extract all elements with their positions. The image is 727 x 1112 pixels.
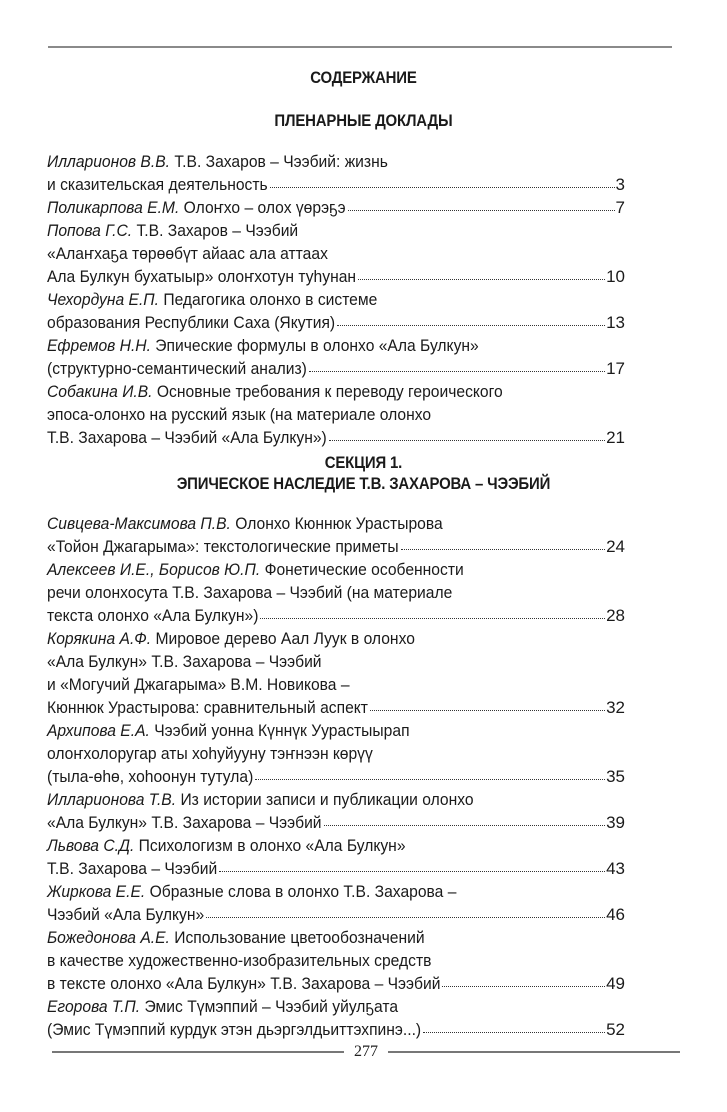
- toc-entry-text: [47, 811, 322, 834]
- toc-entry-line: [47, 426, 625, 449]
- dot-leader: [270, 187, 615, 188]
- dot-leader: [329, 440, 605, 441]
- toc-entry-line: [47, 972, 625, 995]
- toc-entry-line: [47, 1018, 625, 1041]
- toc-entry-text: [47, 380, 503, 403]
- toc-entry-page-number: 21: [606, 428, 625, 447]
- toc-entry-text: [47, 719, 410, 742]
- toc-entry-author: Корякина А.Ф.: [47, 629, 152, 648]
- toc-entry-text: [47, 558, 464, 581]
- toc-entry-text: [47, 311, 335, 334]
- toc-entry-text: [47, 150, 388, 173]
- toc-entry-title: Т.В. Захаров – Чээбий: жизнь: [174, 152, 388, 171]
- toc-entry[interactable]: [47, 334, 625, 380]
- dot-leader: [423, 1032, 605, 1033]
- dot-leader: [309, 371, 605, 372]
- toc-entry-author: Божедонова А.Е.: [47, 928, 170, 947]
- toc-entry[interactable]: [47, 512, 625, 558]
- toc-entry-line: [47, 880, 625, 903]
- toc-entry-title: «Ала Булкун» Т.В. Захарова – Чээбий: [47, 813, 322, 832]
- toc-entry-title: Мировое дерево Аал Луук в олонхо: [155, 629, 415, 648]
- toc-entry-text: [47, 903, 204, 926]
- toc-entry-title: Использование цветообозначений: [174, 928, 425, 947]
- toc-entry-author: Чехордуна Е.П.: [47, 290, 159, 309]
- toc-entry-line: [47, 926, 625, 949]
- toc-entry-title: Кюннюк Урастырова: сравнительный аспект: [47, 698, 368, 717]
- toc-entry-author: Сивцева-Максимова П.В.: [47, 514, 231, 533]
- dot-leader: [358, 279, 605, 280]
- toc-entry-line: [47, 903, 625, 926]
- dot-leader: [260, 618, 605, 619]
- toc-entry-title: речи олонхосута Т.В. Захарова – Чээбий (на материале: [47, 583, 453, 602]
- toc-entry-line: [47, 581, 625, 604]
- toc-entry-text: [47, 288, 377, 311]
- toc-entry-title: Психологизм в олонхо «Ала Булкун»: [138, 836, 406, 855]
- toc-entry-title: (структурно-семантический анализ): [47, 359, 307, 378]
- toc-entry-line: [47, 173, 625, 196]
- page-footer: [52, 1042, 680, 1062]
- toc-entry-line: [47, 673, 625, 696]
- toc-entry-text: [47, 696, 368, 719]
- toc-entry-line: [47, 788, 625, 811]
- toc-entry-text: [47, 581, 452, 604]
- toc-entry-text: [47, 788, 474, 811]
- toc-entry[interactable]: [47, 288, 625, 334]
- toc-entry-author: Алексеев И.Е., Борисов Ю.П.: [47, 560, 261, 579]
- toc-entry-text: [47, 650, 322, 673]
- toc-entry-title: Олоҥхо – олох үөрэҕэ: [183, 198, 346, 217]
- toc-entry-author: Собакина И.В.: [47, 382, 153, 401]
- toc-entry-author: Жиркова Е.Е.: [47, 882, 146, 901]
- dot-leader: [324, 825, 605, 826]
- toc-entry[interactable]: [47, 380, 625, 449]
- toc-entry-text: [47, 742, 373, 765]
- toc-entry-page-number: 10: [606, 267, 625, 286]
- toc-entry-line: [47, 650, 625, 673]
- toc-entry-text: [47, 604, 258, 627]
- toc-entry-text: [47, 857, 217, 880]
- toc-entry-page-number: 43: [606, 859, 625, 878]
- dot-leader: [370, 710, 605, 711]
- toc-entry-line: [47, 219, 625, 242]
- toc-entry-line: [47, 742, 625, 765]
- toc-entry-title: Чээбий уонна Күннүк Уурастыырап: [154, 721, 410, 740]
- toc-entry[interactable]: [47, 995, 625, 1041]
- toc-entry[interactable]: [47, 150, 625, 196]
- toc-entry-line: [47, 150, 625, 173]
- page-title: СОДЕРЖАНИЕ: [310, 68, 417, 87]
- page-number: 277: [354, 1043, 378, 1060]
- toc-entry-line: [47, 311, 625, 334]
- toc-entry-text: [47, 627, 415, 650]
- toc-entry[interactable]: [47, 788, 625, 834]
- toc-entry-page-number: 49: [606, 974, 625, 993]
- footer-rule-right: [388, 1051, 680, 1053]
- toc-entry-title: эпоса-олонхо на русский язык (на материале олонхо: [47, 405, 432, 424]
- toc-entry[interactable]: [47, 196, 625, 219]
- toc-entry-title: Педагогика олонхо в системе: [163, 290, 378, 309]
- toc-entry-text: [47, 512, 443, 535]
- toc-entry-author: Попова Г.С.: [47, 221, 133, 240]
- toc-entry-author: Поликарпова Е.М.: [47, 198, 180, 217]
- toc-entry-title: в качестве художественно-изобразительных средств: [47, 951, 432, 970]
- toc-entry-title: Ала Булкун бухатыыр» олоҥхотун туһунан: [47, 267, 357, 286]
- toc-entry-page-number: 46: [606, 905, 625, 924]
- toc-entry-text: [47, 173, 268, 196]
- toc-entry-title: Фонетические особенности: [264, 560, 464, 579]
- toc-entry-text: [47, 1018, 421, 1041]
- toc-entry[interactable]: [47, 558, 625, 627]
- toc-entry-author: Егорова Т.П.: [47, 997, 141, 1016]
- toc-entry-line: [47, 357, 625, 380]
- toc-entry-title: Т.В. Захарова – Чээбий «Ала Булкун»): [47, 428, 327, 447]
- toc-entry-title: «Ала Булкун» Т.В. Захарова – Чээбий: [47, 652, 322, 671]
- toc-entry[interactable]: [47, 719, 625, 788]
- section-heading-plenary: ПЛЕНАРНЫЕ ДОКЛАДЫ: [274, 111, 453, 130]
- toc-entry-title: образования Республики Саха (Якутия): [47, 313, 336, 332]
- toc-entry-line: [47, 242, 625, 265]
- toc-entry-page-number: 52: [606, 1020, 625, 1039]
- toc-entry-title: Образные слова в олонхо Т.В. Захарова –: [149, 882, 457, 901]
- toc-entry-line: [47, 719, 625, 742]
- toc-entry-line: [47, 535, 625, 558]
- toc-entry-title: Из истории записи и публикации олонхо: [180, 790, 474, 809]
- section-heading-line1: СЕКЦИЯ 1.: [324, 453, 403, 472]
- toc-entry-text: [47, 403, 431, 426]
- toc-entry-line: [47, 288, 625, 311]
- toc-entry-line: [47, 334, 625, 357]
- toc-entry[interactable]: [47, 880, 625, 926]
- toc-entry-page-number: 17: [606, 359, 625, 378]
- section-heading-line2: ЭПИЧЕСКОЕ НАСЛЕДИЕ Т.В. ЗАХАРОВА – ЧЭЭБИЙ: [176, 474, 551, 493]
- toc-entry[interactable]: [47, 834, 625, 880]
- toc-entry-text: [47, 426, 327, 449]
- toc-entry-author: Ефремов Н.Н.: [47, 336, 151, 355]
- toc-entry-text: [47, 880, 456, 903]
- dot-leader: [442, 986, 605, 987]
- toc-entry-author: Львова С.Д.: [47, 836, 135, 855]
- toc-entry-text: [47, 196, 346, 219]
- toc-entry-title: Олонхо Кюннюк Урастырова: [235, 514, 443, 533]
- toc-entry-title: (тыла-өһө, хоһоонун тутула): [47, 767, 254, 786]
- toc-entry-text: [47, 972, 440, 995]
- toc-entry-title: Т.В. Захаров – Чээбий: [136, 221, 299, 240]
- toc-entry-line: [47, 949, 625, 972]
- toc-entry-page-number: 39: [606, 813, 625, 832]
- toc-entry-text: [47, 834, 406, 857]
- dot-leader: [348, 210, 615, 211]
- toc-entry-text: [47, 949, 431, 972]
- toc-entry-title: Эмис Түмэппий – Чээбий уйулҕата: [144, 997, 399, 1016]
- toc-entry-line: [47, 403, 625, 426]
- toc-entry-line: [47, 857, 625, 880]
- toc-entry[interactable]: [47, 219, 625, 288]
- toc-entry-title: Т.В. Захарова – Чээбий: [47, 859, 218, 878]
- toc-entry-title: текста олонхо «Ала Булкун»): [47, 606, 259, 625]
- toc-entry-page-number: 28: [606, 606, 625, 625]
- toc-entry-title: и сказительская деятельность: [47, 175, 268, 194]
- toc-entry-page-number: 13: [606, 313, 625, 332]
- toc-entry-title: олоҥхолоругар аты хоһуйууну тэҥнээн көрүү: [47, 744, 373, 763]
- toc-entry-author: Архипова Е.А.: [47, 721, 150, 740]
- toc-entry-text: [47, 242, 328, 265]
- toc-entry-text: [47, 765, 253, 788]
- toc-entry-text: [47, 219, 298, 242]
- dot-leader: [401, 549, 605, 550]
- toc-entry-title: и «Могучий Джагарыма» В.М. Новикова –: [47, 675, 350, 694]
- toc-entry-page-number: 32: [606, 698, 625, 717]
- toc-entry-title: Основные требования к переводу героического: [156, 382, 503, 401]
- toc-entry-text: [47, 334, 479, 357]
- toc-entry-title: в тексте олонхо «Ала Булкун» Т.В. Захарова – Чээбий: [47, 974, 441, 993]
- toc-section1-list: [47, 512, 625, 1041]
- toc-entry-text: [47, 926, 425, 949]
- toc-entry-author: Илларионова Т.В.: [47, 790, 177, 809]
- header-rule: [48, 46, 672, 48]
- toc-entry-page-number: 35: [606, 767, 625, 786]
- toc-entry-line: [47, 512, 625, 535]
- dot-leader: [219, 871, 605, 872]
- toc-entry-line: [47, 196, 625, 219]
- toc-entry-line: [47, 995, 625, 1018]
- dot-leader: [206, 917, 605, 918]
- toc-plenary-list: [47, 150, 625, 449]
- toc-entry-line: [47, 696, 625, 719]
- toc-entry-author: Илларионов В.В.: [47, 152, 170, 171]
- toc-entry[interactable]: [47, 627, 625, 719]
- toc-entry-page-number: 24: [606, 537, 625, 556]
- toc-entry-text: [47, 995, 398, 1018]
- dot-leader: [337, 325, 605, 326]
- toc-entry-line: [47, 765, 625, 788]
- section-heading-section1: [44, 452, 684, 494]
- toc-entry-title: Чээбий «Ала Булкун»: [47, 905, 205, 924]
- toc-entry-title: «Тойон Джагарыма»: текстологические приметы: [47, 537, 399, 556]
- toc-entry-page-number: 7: [615, 198, 625, 217]
- toc-entry-line: [47, 834, 625, 857]
- toc-entry-text: [47, 535, 399, 558]
- toc-entry-line: [47, 604, 625, 627]
- toc-entry-line: [47, 558, 625, 581]
- toc-entry-text: [47, 357, 307, 380]
- toc-entry-line: [47, 380, 625, 403]
- toc-entry-page-number: 3: [615, 175, 625, 194]
- toc-entry[interactable]: [47, 926, 625, 995]
- footer-rule-left: [52, 1051, 344, 1053]
- toc-entry-title: Эпические формулы в олонхо «Ала Булкун»: [155, 336, 479, 355]
- toc-entry-line: [47, 627, 625, 650]
- toc-entry-text: [47, 265, 356, 288]
- toc-entry-line: [47, 265, 625, 288]
- toc-entry-title: (Эмис Түмэппий курдук этэн дьэргэлдьиттэхпинэ...): [47, 1020, 422, 1039]
- dot-leader: [255, 779, 605, 780]
- toc-entry-title: «Алаҥхаҕа төрөөбүт айаас ала аттаах: [47, 244, 328, 263]
- toc-entry-line: [47, 811, 625, 834]
- toc-entry-text: [47, 673, 350, 696]
